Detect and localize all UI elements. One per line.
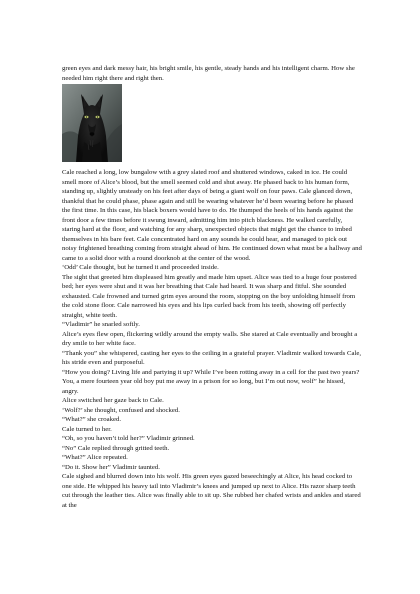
paragraph: Cale sighed and blurred down into his wolf. His green eyes gazed beseechingly at Alice, his head cocked to one side. He whipped his heavy tail into Vladimir’s knees and jumped up next to Alice. His razor sharp teeth cut through the leather ties. Alice was finally able to sit up. She rubbed her chafed wrists and ankles and stared at the xyxy=(62,473,361,509)
paragraph: “Vladimir” he snarled softly. xyxy=(62,321,140,328)
paragraph: Cale reached a long, low bungalow with a grey slated roof and shuttered windows, caked in ice. He could smell more of Alice’s blood, but the smell seemed cold and shut away. He phased back to his human form, standing up, slightly unsteady on his feet after days of being a giant wolf on four paws. Cale glanced down, thankful that he could phase, phase again and still be wearing whatever he’d been wearing before he phased the first time. In this case, his black boxers would have to do. He thumped the heels of his hands against the front door a few times before it swung inward, admitting him into pitch blackness. He walked carefully, staring hard at the floor, and watching for any sharp, unexpected objects that might get the chance to imbed themselves in his bare feet. Cale concentrated hard on any sounds he could hear, and managed to pick out noisy frightened breathing coming from straight ahead of him. He continued down what must be a hallway and came to a solid door with a round doorknob at the center of the wood. xyxy=(62,169,362,262)
story-body xyxy=(62,168,362,510)
paragraph: “Oh, so you haven’t told her?” Vladimir grinned. xyxy=(62,435,195,442)
intro-text xyxy=(62,64,362,83)
paragraph: “What?” she croaked. xyxy=(62,416,122,423)
paragraph: ‘Wolf?’ she thought, confused and shocked. xyxy=(62,406,180,414)
paragraph: Cale turned to her. xyxy=(62,425,112,433)
intro-paragraph: green eyes and dark messy hair, his bright smile, his gentle, steady hands and his intelligent charm. How she needed him right there and right then. xyxy=(62,65,355,82)
paragraph: “No” Cale replied through gritted teeth. xyxy=(62,444,170,452)
paragraph: “Thank you” she whispered, casting her eyes to the ceiling in a grateful prayer. Vladimir walked towards Cale, his stride even and purposeful. xyxy=(62,349,362,366)
paragraph: The sight that greeted him displeased him greatly and made him upset. Alice was tied to a huge four postered bed; her eyes were shut and it was her breathing that Cale had heard. It was sharp and fitful. She sounded exhausted. Cale frowned and turned grim eyes around the room, stopping on the boy unfolding himself from the cold stone floor. Cale narrowed his eyes and his lips curled back from his teeth, showing off perfectly straight, white teeth. xyxy=(62,273,357,319)
paragraph: Alice’s eyes flew open, flickering wildly around the empty walls. She stared at Cale eventually and brought a dry smile to her white face. xyxy=(62,330,358,347)
paragraph: “How you doing? Living life and partying it up? While I’ve been rotting away in a cell for the past two years? You, a mere fourteen year old boy put me away in a prison for so long, but I’m out now, wolf” he hissed, angry. xyxy=(62,368,360,395)
paragraph: “Do it. Show her” Vladimir taunted. xyxy=(62,463,160,471)
paragraph: Alice switched her gaze back to Cale. xyxy=(62,397,164,404)
paragraph: “What?” Alice repeated. xyxy=(62,454,128,461)
wolf-photo-icon xyxy=(62,84,122,162)
paragraph: ‘Odd’ Cale thought, but he turned it and proceeded inside. xyxy=(62,264,219,271)
